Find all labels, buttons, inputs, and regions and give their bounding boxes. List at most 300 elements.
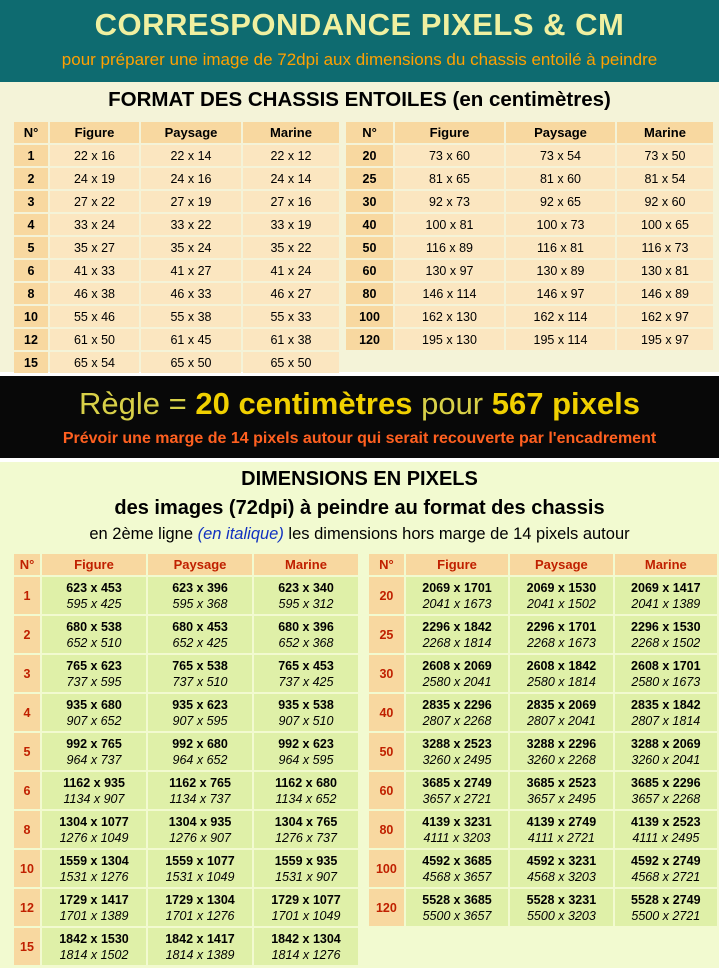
dimension-without-margin: 2268 x 1673 (526, 635, 596, 650)
format-number: 20 (346, 145, 393, 166)
dimension-with-margin: 2835 x 1842 (631, 697, 701, 712)
dimension-with-margin: 4592 x 3685 (422, 853, 492, 868)
pixel-dimension-cell (42, 772, 146, 809)
dimension-with-margin: 2069 x 1701 (422, 580, 492, 595)
table-row (346, 329, 713, 350)
table-row (346, 260, 713, 281)
dimension-without-margin: 2807 x 2268 (422, 713, 492, 728)
dimension-without-margin: 737 x 510 (172, 674, 228, 689)
dimension-without-margin: 1701 x 1276 (165, 908, 235, 923)
format-number: 6 (14, 260, 48, 281)
cm-table-right (344, 120, 715, 352)
dimension-with-margin: 4139 x 2749 (526, 814, 597, 829)
dimension-without-margin: 3260 x 2495 (422, 752, 492, 767)
pixel-dimension-cell (406, 889, 508, 926)
dimension-without-margin: 1276 x 737 (275, 830, 337, 845)
dimension-with-margin: 3288 x 2296 (526, 736, 597, 751)
dimension-without-margin: 1814 x 1502 (59, 947, 129, 962)
dimension-with-margin: 1842 x 1530 (59, 931, 129, 946)
pixel-dimension-cell (406, 655, 508, 692)
table-row (14, 772, 358, 809)
dimension-cell: 41 x 33 (50, 260, 139, 281)
dimension-cell: 116 x 73 (617, 237, 713, 258)
dimension-without-margin: 2807 x 1814 (631, 713, 701, 728)
dimension-without-margin: 1701 x 1049 (271, 908, 341, 923)
dimension-without-margin: 964 x 652 (172, 752, 228, 767)
dimension-cell: 130 x 97 (395, 260, 504, 281)
dimension-cell: 65 x 50 (243, 352, 339, 373)
pixel-dimension-cell (254, 928, 358, 965)
format-number: 5 (14, 733, 40, 770)
table-row (14, 168, 339, 189)
dimension-without-margin: 2041 x 1389 (631, 596, 701, 611)
rule-cm: 20 centimètres (195, 386, 413, 421)
dimension-cell: 55 x 46 (50, 306, 139, 327)
dimension-without-margin: 1134 x 737 (169, 791, 231, 806)
dimension-without-margin: 2268 x 1814 (422, 635, 492, 650)
table-row (14, 694, 358, 731)
pixel-dimension-cell (148, 733, 252, 770)
pixel-dimension-cell (615, 616, 717, 653)
table-row (14, 237, 339, 258)
dimension-without-margin: 3260 x 2041 (631, 752, 701, 767)
dimension-with-margin: 2608 x 2069 (422, 658, 492, 673)
table-row (369, 889, 717, 926)
dimension-without-margin: 1134 x 907 (63, 791, 125, 806)
px-section-title: DIMENSIONS EN PIXELS (241, 468, 478, 490)
format-number: 1 (14, 577, 40, 614)
dimension-cell: 81 x 54 (617, 168, 713, 189)
dimension-with-margin: 2296 x 1701 (526, 619, 597, 634)
format-number: 40 (346, 214, 393, 235)
pixel-dimension-cell (406, 694, 508, 731)
dimension-cell: 35 x 22 (243, 237, 339, 258)
note-post: les dimensions hors marge de 14 pixels autour (283, 525, 630, 543)
dimension-without-margin: 1134 x 652 (275, 791, 337, 806)
pixel-dimension-cell (42, 928, 146, 965)
format-number: 12 (14, 329, 48, 350)
table-row (14, 733, 358, 770)
dimension-with-margin: 2835 x 2296 (422, 697, 492, 712)
dimension-cell: 146 x 97 (506, 283, 615, 304)
pixel-dimension-cell (42, 655, 146, 692)
dimension-without-margin: 1531 x 1049 (165, 869, 235, 884)
rule-px: 567 pixels (491, 386, 640, 421)
dimension-with-margin: 680 x 538 (66, 619, 122, 634)
table-row (14, 260, 339, 281)
dimension-cell: 130 x 89 (506, 260, 615, 281)
format-number: 10 (14, 306, 48, 327)
pixel-dimension-cell (254, 772, 358, 809)
dimension-without-margin: 1814 x 1389 (165, 947, 235, 962)
pixel-dimension-cell (254, 811, 358, 848)
pixel-dimension-cell (148, 772, 252, 809)
pixel-dimension-cell (510, 811, 612, 848)
dimension-without-margin: 4111 x 2495 (632, 830, 700, 845)
dimension-with-margin: 1304 x 1077 (59, 814, 129, 829)
dimension-with-margin: 992 x 623 (278, 736, 334, 751)
dimension-cell: 73 x 50 (617, 145, 713, 166)
pixel-dimension-cell (254, 733, 358, 770)
dimension-with-margin: 5528 x 3231 (526, 892, 597, 907)
column-header: N° (14, 122, 48, 143)
pixel-dimension-cell (510, 694, 612, 731)
table-row (14, 655, 358, 692)
dimension-cell: 65 x 50 (141, 352, 241, 373)
table-row (369, 616, 717, 653)
format-number: 80 (369, 811, 404, 848)
format-number: 100 (346, 306, 393, 327)
pixel-dimension-cell (148, 889, 252, 926)
dimension-without-margin: 2580 x 1673 (631, 674, 701, 689)
format-number: 25 (369, 616, 404, 653)
dimension-with-margin: 1162 x 680 (275, 775, 337, 790)
column-header: Marine (243, 122, 339, 143)
dimension-with-margin: 1559 x 1304 (59, 853, 129, 868)
table-row (346, 283, 713, 304)
column-header: Marine (615, 554, 717, 575)
dimension-without-margin: 1276 x 907 (169, 830, 231, 845)
pixel-dimension-cell (148, 928, 252, 965)
table-row (14, 283, 339, 304)
dimension-without-margin: 907 x 595 (172, 713, 228, 728)
dimension-without-margin: 2807 x 2041 (526, 713, 596, 728)
pixel-dimension-cell (148, 616, 252, 653)
dimension-without-margin: 595 x 312 (278, 596, 334, 611)
dimension-cell: 41 x 24 (243, 260, 339, 281)
dimension-without-margin: 2041 x 1673 (422, 596, 492, 611)
dimension-without-margin: 1276 x 1049 (59, 830, 129, 845)
dimension-cell: 100 x 81 (395, 214, 504, 235)
table-row (14, 577, 358, 614)
table-row (369, 811, 717, 848)
pixel-dimension-cell (42, 616, 146, 653)
dimension-with-margin: 3685 x 2296 (631, 775, 701, 790)
dimension-without-margin: 652 x 510 (66, 635, 122, 650)
note-pre: en 2ème ligne (89, 525, 198, 543)
format-number: 4 (14, 694, 40, 731)
format-number: 60 (346, 260, 393, 281)
format-number: 3 (14, 655, 40, 692)
table-row (346, 306, 713, 327)
table-row (14, 329, 339, 350)
page-subtitle: pour préparer une image de 72dpi aux dimensions du chassis entoilé à peindre (61, 50, 658, 69)
format-number: 50 (346, 237, 393, 258)
table-row (346, 191, 713, 212)
table-row (14, 191, 339, 212)
dimension-with-margin: 2069 x 1417 (631, 580, 701, 595)
pixel-dimension-cell (42, 889, 146, 926)
dimension-with-margin: 765 x 623 (66, 658, 122, 673)
pixel-dimension-cell (510, 889, 612, 926)
dimension-without-margin: 1531 x 1276 (59, 869, 129, 884)
rule-middle: pour (412, 386, 492, 421)
pixel-dimension-cell (148, 577, 252, 614)
dimension-cell: 33 x 22 (141, 214, 241, 235)
dimension-cell: 22 x 14 (141, 145, 241, 166)
column-header: Figure (50, 122, 139, 143)
margin-note: Prévoir une marge de 14 pixels autour qui serait recouverte par l'encadrement (62, 430, 657, 447)
dimension-with-margin: 935 x 538 (278, 697, 334, 712)
dimension-cell: 195 x 97 (617, 329, 713, 350)
dimension-without-margin: 5500 x 2721 (631, 908, 701, 923)
dimension-cell: 22 x 12 (243, 145, 339, 166)
dimension-with-margin: 935 x 623 (172, 697, 228, 712)
pixel-dimension-cell (510, 850, 612, 887)
table-row (369, 772, 717, 809)
table-row (346, 145, 713, 166)
pixel-dimension-cell (406, 811, 508, 848)
pixel-dimension-cell (615, 733, 717, 770)
dimension-with-margin: 4592 x 3231 (526, 853, 597, 868)
table-row (369, 655, 717, 692)
dimension-without-margin: 1814 x 1276 (271, 947, 341, 962)
column-header: N° (346, 122, 393, 143)
dimension-with-margin: 935 x 680 (66, 697, 122, 712)
dimension-with-margin: 1842 x 1417 (165, 931, 235, 946)
dimension-without-margin: 3657 x 2268 (631, 791, 701, 806)
dimension-without-margin: 4568 x 2721 (631, 869, 701, 884)
format-number: 3 (14, 191, 48, 212)
dimension-with-margin: 2835 x 2069 (526, 697, 597, 712)
rule-statement (0, 376, 719, 422)
format-number: 30 (346, 191, 393, 212)
dimension-without-margin: 3260 x 2268 (526, 752, 596, 767)
pixel-dimension-cell (254, 655, 358, 692)
pixel-dimension-cell (148, 850, 252, 887)
dimension-without-margin: 1531 x 907 (275, 869, 337, 884)
dimension-without-margin: 2041 x 1502 (526, 596, 596, 611)
dimension-cell: 162 x 130 (395, 306, 504, 327)
column-header: Marine (254, 554, 358, 575)
dimension-with-margin: 2069 x 1530 (526, 580, 597, 595)
dimension-with-margin: 1559 x 1077 (165, 853, 235, 868)
table-row (14, 145, 339, 166)
table-row (14, 928, 358, 965)
dimension-cell: 81 x 60 (506, 168, 615, 189)
dimension-with-margin: 4139 x 3231 (422, 814, 492, 829)
dimension-cell: 27 x 16 (243, 191, 339, 212)
dimension-without-margin: 3657 x 2495 (526, 791, 596, 806)
dimension-without-margin: 2580 x 2041 (422, 674, 492, 689)
format-number: 15 (14, 928, 40, 965)
dimension-with-margin: 992 x 765 (66, 736, 122, 751)
dimension-with-margin: 1162 x 935 (63, 775, 125, 790)
pixel-dimension-cell (42, 733, 146, 770)
dimension-cell: 92 x 60 (617, 191, 713, 212)
px-table-left (12, 552, 360, 967)
format-number: 50 (369, 733, 404, 770)
dimension-cell: 61 x 50 (50, 329, 139, 350)
rule-band (0, 376, 719, 458)
pixel-dimension-cell (615, 850, 717, 887)
dimension-cell: 27 x 19 (141, 191, 241, 212)
column-header: N° (369, 554, 404, 575)
format-number: 30 (369, 655, 404, 692)
pixel-dimension-cell (42, 850, 146, 887)
pixel-dimension-cell (615, 772, 717, 809)
dimension-cell: 24 x 14 (243, 168, 339, 189)
column-header: Figure (406, 554, 508, 575)
dimension-without-margin: 907 x 510 (278, 713, 334, 728)
dimension-without-margin: 3657 x 2721 (422, 791, 492, 806)
pixel-dimension-cell (254, 889, 358, 926)
format-number: 120 (346, 329, 393, 350)
column-header: Paysage (510, 554, 612, 575)
dimension-cell: 35 x 27 (50, 237, 139, 258)
dimension-cell: 27 x 22 (50, 191, 139, 212)
dimension-without-margin: 907 x 652 (66, 713, 122, 728)
table-row (346, 237, 713, 258)
format-number: 40 (369, 694, 404, 731)
dimension-cell: 33 x 19 (243, 214, 339, 235)
dimension-cell: 33 x 24 (50, 214, 139, 235)
dimension-without-margin: 4568 x 3203 (526, 869, 596, 884)
dimension-without-margin: 964 x 595 (278, 752, 334, 767)
dimension-cell: 130 x 81 (617, 260, 713, 281)
dimension-without-margin: 4568 x 3657 (422, 869, 492, 884)
dimension-with-margin: 4139 x 2523 (631, 814, 701, 829)
table-row (14, 214, 339, 235)
dimension-without-margin: 652 x 425 (172, 635, 228, 650)
dimension-without-margin: 4111 x 2721 (527, 830, 595, 845)
dimension-cell: 100 x 65 (617, 214, 713, 235)
table-row (369, 850, 717, 887)
dimension-cell: 61 x 45 (141, 329, 241, 350)
dimension-with-margin: 2296 x 1842 (422, 619, 492, 634)
dimension-with-margin: 623 x 453 (66, 580, 122, 595)
pixel-dimension-cell (406, 616, 508, 653)
pixel-dimension-cell (615, 655, 717, 692)
pixel-dimension-cell (42, 694, 146, 731)
pixel-dimension-cell (148, 811, 252, 848)
dimension-cell: 146 x 89 (617, 283, 713, 304)
dimension-with-margin: 3685 x 2749 (422, 775, 492, 790)
pixel-dimension-cell (406, 577, 508, 614)
dimension-with-margin: 2608 x 1701 (631, 658, 701, 673)
dimension-with-margin: 1729 x 1304 (165, 892, 235, 907)
format-number: 5 (14, 237, 48, 258)
table-row (346, 168, 713, 189)
dimension-cell: 22 x 16 (50, 145, 139, 166)
pixel-dimension-cell (510, 616, 612, 653)
table-row (369, 577, 717, 614)
px-section-note (0, 525, 719, 544)
dimension-cell: 92 x 65 (506, 191, 615, 212)
dimension-cell: 46 x 38 (50, 283, 139, 304)
dimension-cell: 65 x 54 (50, 352, 139, 373)
dimension-with-margin: 1729 x 1077 (271, 892, 341, 907)
dimension-without-margin: 652 x 368 (278, 635, 334, 650)
dimension-without-margin: 595 x 368 (172, 596, 228, 611)
dimension-cell: 41 x 27 (141, 260, 241, 281)
format-number: 12 (14, 889, 40, 926)
format-number: 60 (369, 772, 404, 809)
format-number: 1 (14, 145, 48, 166)
table-row (14, 889, 358, 926)
dimension-with-margin: 992 x 680 (172, 736, 228, 751)
pixel-dimension-cell (148, 655, 252, 692)
pixel-dimension-cell (254, 850, 358, 887)
dimension-cell: 24 x 19 (50, 168, 139, 189)
column-header: Paysage (141, 122, 241, 143)
format-number: 25 (346, 168, 393, 189)
pixel-dimension-cell (254, 577, 358, 614)
px-section-subtitle: des images (72dpi) à peindre au format des chassis (114, 497, 605, 519)
dimension-with-margin: 5528 x 3685 (422, 892, 492, 907)
column-header: Marine (617, 122, 713, 143)
dimension-with-margin: 1729 x 1417 (59, 892, 129, 907)
format-number: 6 (14, 772, 40, 809)
dimension-with-margin: 4592 x 2749 (631, 853, 701, 868)
dimension-cell: 73 x 54 (506, 145, 615, 166)
dimension-cell: 100 x 73 (506, 214, 615, 235)
table-row (14, 811, 358, 848)
rule-prefix: Règle = (79, 386, 196, 421)
table-header-row (369, 554, 717, 575)
dimension-cell: 73 x 60 (395, 145, 504, 166)
pixel-dimension-cell (406, 733, 508, 770)
column-header: Paysage (148, 554, 252, 575)
dimension-cell: 35 x 24 (141, 237, 241, 258)
format-number: 100 (369, 850, 404, 887)
format-number: 2 (14, 168, 48, 189)
dimension-with-margin: 765 x 453 (278, 658, 334, 673)
table-row (369, 694, 717, 731)
dimension-with-margin: 1162 x 765 (169, 775, 231, 790)
format-number: 8 (14, 283, 48, 304)
format-number: 8 (14, 811, 40, 848)
dimension-without-margin: 2268 x 1502 (631, 635, 701, 650)
dimension-with-margin: 2608 x 1842 (526, 658, 597, 673)
dimension-without-margin: 2580 x 1814 (526, 674, 596, 689)
dimension-cell: 24 x 16 (141, 168, 241, 189)
column-header: Figure (395, 122, 504, 143)
cm-table-left (12, 120, 341, 375)
pixel-dimension-cell (510, 577, 612, 614)
pixel-dimension-cell (510, 655, 612, 692)
dimension-with-margin: 680 x 453 (172, 619, 228, 634)
dimension-cell: 146 x 114 (395, 283, 504, 304)
header-banner (0, 0, 719, 82)
dimension-with-margin: 3288 x 2069 (631, 736, 701, 751)
dimension-with-margin: 680 x 396 (278, 619, 334, 634)
dimension-without-margin: 5500 x 3657 (422, 908, 492, 923)
dimension-with-margin: 765 x 538 (172, 658, 228, 673)
pixel-dimension-cell (615, 577, 717, 614)
dimension-without-margin: 737 x 595 (66, 674, 122, 689)
cm-section-title: FORMAT DES CHASSIS ENTOILES (en centimètres) (108, 88, 611, 111)
format-number: 15 (14, 352, 48, 373)
format-number: 2 (14, 616, 40, 653)
dimension-cell: 116 x 81 (506, 237, 615, 258)
dimension-without-margin: 595 x 425 (66, 596, 122, 611)
pixel-dimension-cell (510, 733, 612, 770)
dimension-cell: 46 x 27 (243, 283, 339, 304)
dimension-cell: 116 x 89 (395, 237, 504, 258)
dimension-with-margin: 1304 x 765 (274, 814, 338, 829)
table-header-row (14, 122, 339, 143)
table-row (346, 214, 713, 235)
format-number: 4 (14, 214, 48, 235)
format-number: 20 (369, 577, 404, 614)
px-table-right (367, 552, 719, 928)
pixel-dimension-cell (510, 772, 612, 809)
column-header: Paysage (506, 122, 615, 143)
pixel-dimension-cell (148, 694, 252, 731)
dimension-cell: 162 x 114 (506, 306, 615, 327)
dimension-cell: 195 x 114 (506, 329, 615, 350)
